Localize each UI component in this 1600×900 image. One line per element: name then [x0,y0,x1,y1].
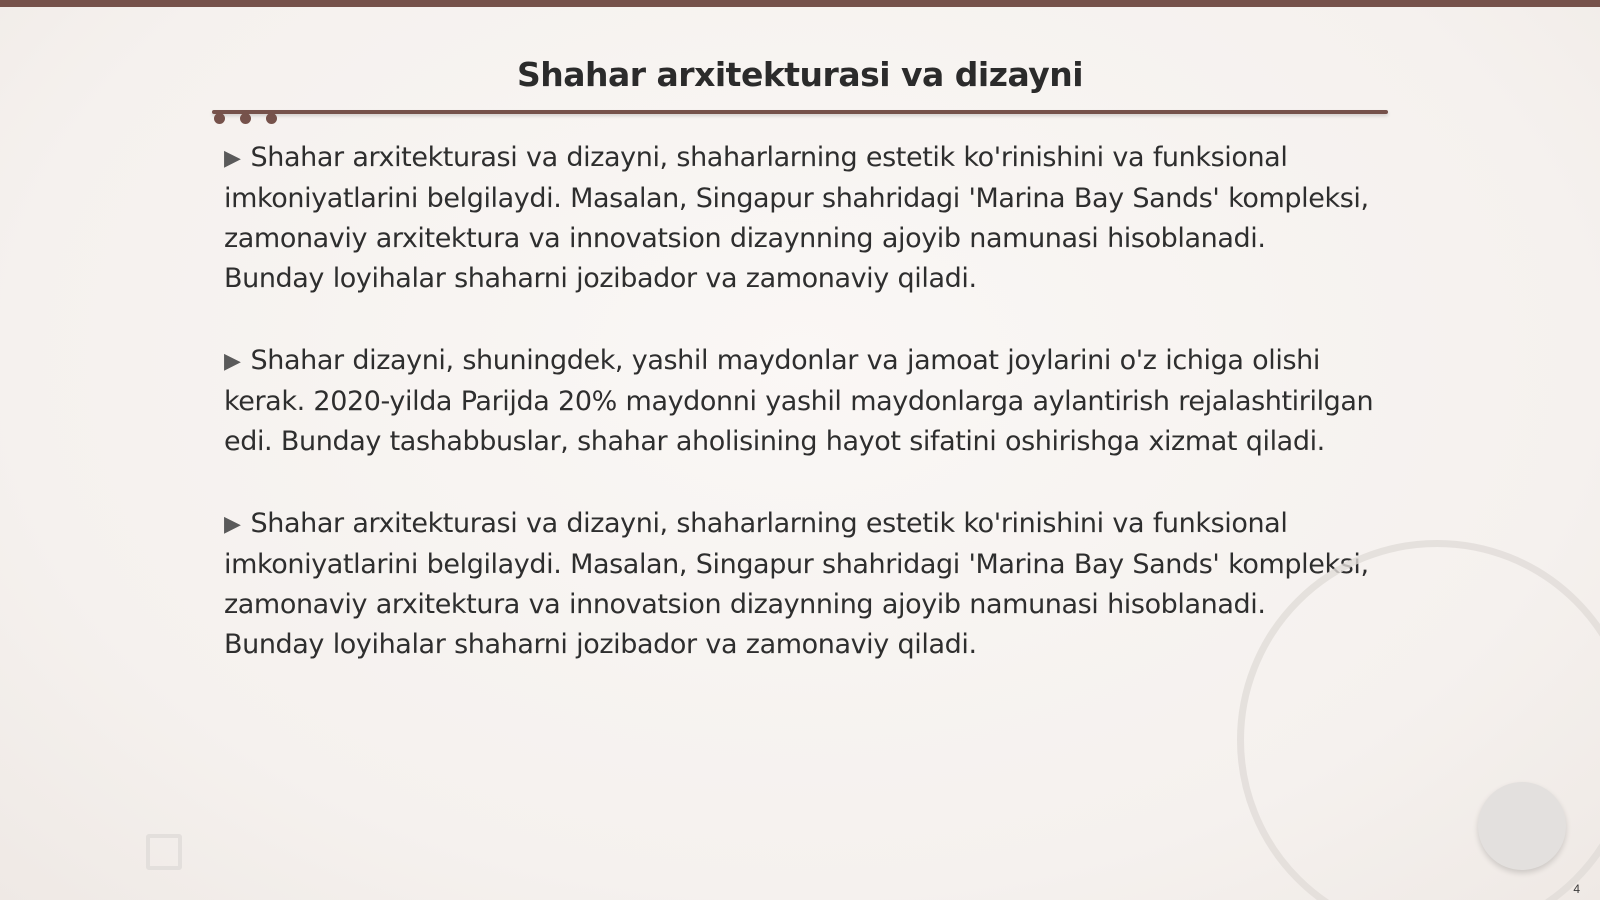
decorative-circle [1478,782,1566,870]
slide-title: Shahar arxitekturasi va dizayni [516,55,1084,94]
bullet-text: Shahar dizayni, shuningdek, yashil maydonlar va jamoat joylarini o'z ichiga olishi kerak. 2020-yilda Parijda 20% maydonni yashil maydonlarga aylantirish rejalashtirilgan edi. Bunday tashabbuslar, shahar aholisining hayot sifatini oshirishga xizmat qiladi. [224,345,1374,457]
decorative-dot [240,113,251,124]
bullet-text: Shahar arxitekturasi va dizayni, shaharlarning estetik ko'rinishini va funksional imkoniyatlarini belgilaydi. Masalan, Singapur shahridagi 'Marina Bay Sands' kompleksi, zamonaviy arxitektura va innovatsion dizaynning ajoyib namunasi hisoblanadi. Bunday loyihalar shaharni jozibador va zamonaviy qiladi. [224,508,1369,660]
triangle-right-icon: ▶ [224,349,241,374]
bullet-text: Shahar arxitekturasi va dizayni, shaharlarning estetik ko'rinishini va funksional imkoniyatlarini belgilaydi. Masalan, Singapur shahridagi 'Marina Bay Sands' kompleksi, zamonaviy arxitektura va innovatsion dizaynning ajoyib namunasi hisoblanadi. Bunday loyihalar shaharni jozibador va zamonaviy qiladi. [224,142,1369,294]
bullet-item [224,504,1374,665]
top-accent-bar [0,0,1600,7]
triangle-right-icon: ▶ [224,512,241,537]
decorative-dot [214,113,225,124]
decorative-square [146,834,182,870]
decorative-dot [266,113,277,124]
bullet-item [224,138,1374,299]
title-underline [212,110,1388,114]
triangle-right-icon: ▶ [224,146,241,171]
bullet-list [224,138,1374,707]
bullet-item [224,341,1374,462]
slide-number: 4 [1573,882,1580,896]
